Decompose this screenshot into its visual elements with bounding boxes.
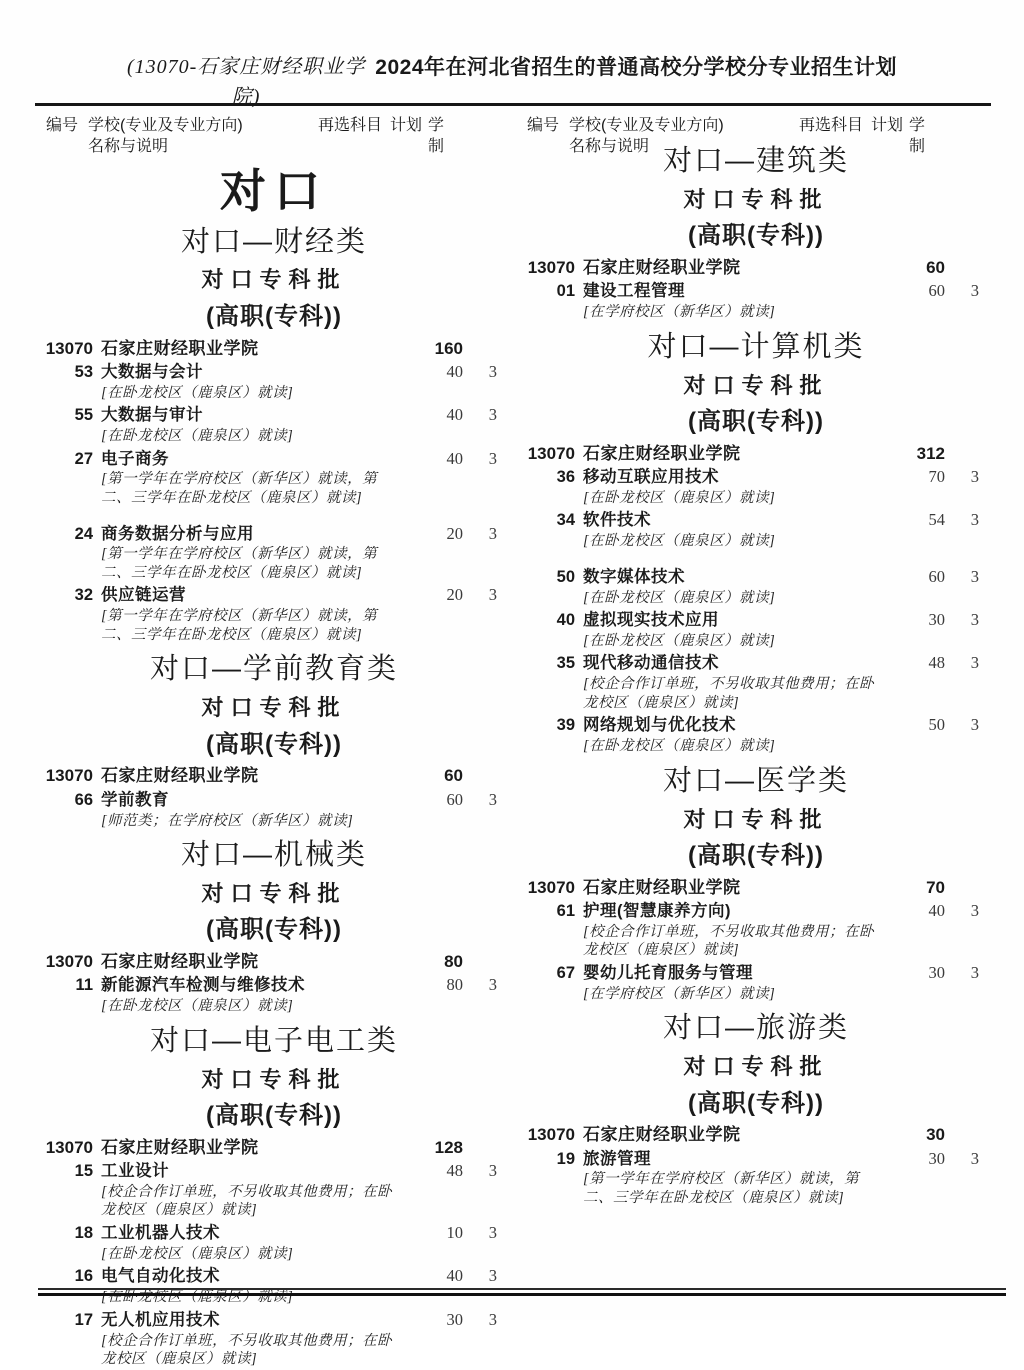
school-code: 13070 xyxy=(527,257,575,277)
major-years: 3 xyxy=(488,361,497,381)
major-list xyxy=(45,790,503,830)
major-years: 3 xyxy=(970,962,979,982)
admission-section xyxy=(527,330,985,756)
major-code: 15 xyxy=(74,1162,93,1181)
major-list xyxy=(527,901,985,1003)
school-name: 石家庄财经职业学院 xyxy=(583,877,741,897)
major-code: 39 xyxy=(556,716,575,735)
major-plan: 30 xyxy=(928,610,945,630)
major-note: [校企合作订单班，不另收取其他费用；在卧龙校区（鹿泉区）就读] xyxy=(101,1332,393,1368)
left-column xyxy=(45,166,503,1370)
section-level-title: (高职(专科)) xyxy=(206,916,342,944)
major-name: 供应链运营 xyxy=(101,586,186,605)
section-category-title: 对口—建筑类 xyxy=(662,145,849,177)
major-note: [在卧龙校区（鹿泉区）就读] xyxy=(101,998,294,1015)
section-level-title: (高职(专科)) xyxy=(688,1089,824,1117)
column-header-years-line1: 学 xyxy=(428,117,445,134)
major-note: [师范类；在学府校区（新华区）就读] xyxy=(101,812,354,829)
major-list xyxy=(45,362,503,644)
major-years: 3 xyxy=(970,281,979,301)
school-row xyxy=(527,444,985,464)
major-note: [在卧龙校区（鹿泉区）就读] xyxy=(101,1245,294,1262)
major-note: [在卧龙校区（鹿泉区）就读] xyxy=(101,384,294,401)
major-code: 19 xyxy=(556,1149,575,1168)
school-plan-total: 160 xyxy=(434,338,463,358)
page-title-school-line2: 院) xyxy=(231,86,261,108)
major-name: 新能源汽车检测与维修技术 xyxy=(101,976,305,995)
major-plan: 30 xyxy=(446,1309,463,1329)
section-batch-title: 对口专科批 xyxy=(201,1066,347,1092)
major-name: 商务数据分析与应用 xyxy=(101,524,254,543)
major-row xyxy=(45,405,503,426)
major-years: 3 xyxy=(970,610,979,630)
major-years: 3 xyxy=(488,585,497,605)
admission-section xyxy=(527,144,985,322)
school-plan-total: 60 xyxy=(926,257,945,277)
major-plan: 70 xyxy=(928,467,945,487)
admission-section xyxy=(45,838,503,1016)
major-code: 32 xyxy=(74,586,93,605)
section-category-title: 对口—电子电工类 xyxy=(149,1024,398,1057)
section-category-title: 对口—财经类 xyxy=(180,225,367,258)
major-plan: 40 xyxy=(446,361,463,381)
school-code: 13070 xyxy=(45,1137,93,1157)
major-row xyxy=(527,901,985,922)
major-years: 3 xyxy=(488,789,497,809)
page-title-main: 2024年在河北省招生的普通高校分学校分专业招生计划 xyxy=(375,56,898,79)
major-plan: 20 xyxy=(446,585,463,605)
major-years: 3 xyxy=(488,405,497,425)
major-plan: 80 xyxy=(446,975,463,995)
major-years: 3 xyxy=(970,901,979,921)
major-plan: 54 xyxy=(928,510,945,530)
school-plan-total: 312 xyxy=(916,443,945,463)
column-header-years xyxy=(428,116,444,158)
major-code: 67 xyxy=(556,963,575,982)
admission-section xyxy=(45,1024,503,1369)
column-header-code: 编号 xyxy=(527,117,560,134)
major-note: [在卧龙校区（鹿泉区）就读] xyxy=(583,489,776,506)
school-name: 石家庄财经职业学院 xyxy=(583,1125,741,1145)
major-code: 66 xyxy=(74,790,93,809)
major-name: 大数据与审计 xyxy=(101,406,203,425)
major-note: [校企合作订单班，不另收取其他费用；在卧龙校区（鹿泉区）就读] xyxy=(583,676,875,711)
column-header-years-line2: 制 xyxy=(909,137,926,155)
major-code: 16 xyxy=(74,1267,93,1286)
column-header-name-line2: 名称与说明 xyxy=(569,137,650,155)
major-row xyxy=(527,467,985,488)
major-row xyxy=(45,975,503,996)
major-row xyxy=(45,1161,503,1182)
major-row xyxy=(527,510,985,531)
major-note: [在卧龙校区（鹿泉区）就读] xyxy=(583,632,776,649)
major-row xyxy=(527,1149,985,1170)
major-plan: 48 xyxy=(928,653,945,673)
major-years: 3 xyxy=(488,1266,497,1286)
section-batch-title: 对口专科批 xyxy=(201,267,347,293)
major-note: [第一学年在学府校区（新华区）就读，第二、三学年在卧龙校区（鹿泉区）就读] xyxy=(101,546,378,581)
major-code: 18 xyxy=(74,1224,93,1243)
major-plan: 40 xyxy=(446,1266,463,1286)
major-list xyxy=(527,1149,985,1208)
major-years: 3 xyxy=(488,1309,497,1329)
section-category-title: 对口—学前教育类 xyxy=(149,653,398,686)
school-row xyxy=(45,952,503,972)
major-code: 17 xyxy=(74,1310,93,1329)
major-plan: 60 xyxy=(928,281,945,301)
major-row xyxy=(45,790,503,811)
major-note: [第一学年在学府校区（新华区）就读，第二、三学年在卧龙校区（鹿泉区）就读] xyxy=(101,471,378,506)
school-row xyxy=(527,878,985,898)
school-code: 13070 xyxy=(45,338,93,358)
major-row xyxy=(45,524,503,545)
major-code: 34 xyxy=(556,511,575,530)
major-note: [第一学年在学府校区（新华区）就读，第二、三学年在卧龙校区（鹿泉区）就读] xyxy=(101,608,378,643)
page-bottom-line xyxy=(38,1288,1006,1296)
school-code: 13070 xyxy=(45,952,93,972)
section-level-title: (高职(专科)) xyxy=(688,407,824,435)
major-code: 35 xyxy=(556,654,575,673)
section-level-title: (高职(专科)) xyxy=(206,1101,342,1129)
major-name: 工业机器人技术 xyxy=(101,1224,220,1243)
school-code: 13070 xyxy=(527,877,575,897)
column-header-reselect: 再选科目 xyxy=(799,117,864,134)
major-name: 建设工程管理 xyxy=(583,282,685,301)
school-name: 石家庄财经职业学院 xyxy=(101,952,259,972)
major-plan: 20 xyxy=(446,523,463,543)
major-code: 40 xyxy=(556,611,575,630)
major-years: 3 xyxy=(488,1223,497,1243)
major-row xyxy=(45,1310,503,1331)
major-row xyxy=(45,362,503,383)
section-batch-title: 对口专科批 xyxy=(201,880,347,906)
major-note: [校企合作订单班，不另收取其他费用；在卧龙校区（鹿泉区）就读] xyxy=(101,1183,393,1219)
major-row xyxy=(527,715,985,736)
section-category-title: 对口—机械类 xyxy=(180,839,367,872)
major-years: 3 xyxy=(488,448,497,468)
major-code: 55 xyxy=(74,406,93,425)
major-name: 虚拟现实技术应用 xyxy=(583,611,719,630)
school-code: 13070 xyxy=(527,1125,575,1145)
section-batch-title: 对口专科批 xyxy=(683,372,829,398)
major-name: 旅游管理 xyxy=(583,1149,651,1168)
school-row xyxy=(527,1125,985,1145)
section-batch-title: 对口专科批 xyxy=(683,806,829,832)
major-name: 学前教育 xyxy=(101,790,169,809)
major-code: 01 xyxy=(556,282,575,301)
section-category-title: 对口—医学类 xyxy=(662,764,849,797)
major-years: 3 xyxy=(970,467,979,487)
major-code: 53 xyxy=(74,362,93,381)
major-plan: 60 xyxy=(446,789,463,809)
column-header-name-line1: 学校(专业及专业方向) xyxy=(88,117,243,134)
section-batch-title: 对口专科批 xyxy=(201,695,347,721)
major-note: [第一学年在学府校区（新华区）就读，第二、三学年在卧龙校区（鹿泉区）就读] xyxy=(583,1171,860,1207)
major-plan: 60 xyxy=(928,566,945,586)
column-header-name xyxy=(88,116,243,158)
major-row xyxy=(527,281,985,302)
major-code: 61 xyxy=(556,902,575,921)
school-row xyxy=(45,339,503,359)
column-header-name-line2: 名称与说明 xyxy=(88,137,169,155)
major-code: 11 xyxy=(75,976,93,995)
school-plan-total: 30 xyxy=(926,1125,945,1145)
major-code: 50 xyxy=(556,567,575,586)
school-name: 石家庄财经职业学院 xyxy=(101,1137,259,1157)
major-plan: 50 xyxy=(928,715,945,735)
section-batch-title: 对口专科批 xyxy=(683,1054,829,1080)
major-name: 电子商务 xyxy=(101,449,169,468)
major-plan: 30 xyxy=(928,1148,945,1168)
column-header-plan: 计划 xyxy=(390,117,423,134)
school-plan-total: 70 xyxy=(926,877,945,897)
major-name: 现代移动通信技术 xyxy=(583,654,719,673)
major-name: 护理(智慧康养方向) xyxy=(583,902,731,921)
major-code: 36 xyxy=(556,468,575,487)
major-code: 24 xyxy=(74,524,93,543)
school-code: 13070 xyxy=(45,766,93,786)
school-name: 石家庄财经职业学院 xyxy=(101,766,259,786)
major-note: [在卧龙校区（鹿泉区）就读] xyxy=(583,738,776,755)
major-years: 3 xyxy=(970,510,979,530)
major-years: 3 xyxy=(970,566,979,586)
school-name: 石家庄财经职业学院 xyxy=(583,443,741,463)
column-header-years-line2: 制 xyxy=(428,137,445,155)
column-header-plan: 计划 xyxy=(871,117,904,134)
major-name: 移动互联应用技术 xyxy=(583,468,719,487)
major-name: 网络规划与优化技术 xyxy=(583,716,736,735)
major-row xyxy=(45,585,503,606)
school-row xyxy=(527,258,985,278)
major-list xyxy=(45,1161,503,1368)
category-group-heading: 对口 xyxy=(220,165,328,217)
major-list xyxy=(527,467,985,756)
major-row xyxy=(45,449,503,470)
major-note: [在学府校区（新华区）就读] xyxy=(583,304,776,321)
major-note: [在卧龙校区（鹿泉区）就读] xyxy=(101,428,294,445)
major-note: [校企合作订单班，不另收取其他费用；在卧龙校区（鹿泉区）就读] xyxy=(583,923,875,959)
school-name: 石家庄财经职业学院 xyxy=(583,257,741,277)
major-name: 电气自动化技术 xyxy=(101,1267,220,1286)
major-years: 3 xyxy=(488,975,497,995)
school-code: 13070 xyxy=(527,443,575,463)
major-row xyxy=(527,963,985,984)
major-years: 3 xyxy=(970,715,979,735)
column-header-years-line1: 学 xyxy=(909,117,926,134)
section-level-title: (高职(专科)) xyxy=(206,730,342,758)
section-category-title: 对口—计算机类 xyxy=(647,330,865,363)
major-plan: 40 xyxy=(446,448,463,468)
school-plan-total: 128 xyxy=(434,1137,463,1157)
major-plan: 30 xyxy=(928,962,945,982)
major-name: 软件技术 xyxy=(583,511,651,530)
major-note: [在卧龙校区（鹿泉区）就读] xyxy=(101,1289,294,1306)
major-plan: 10 xyxy=(446,1223,463,1243)
major-row xyxy=(45,1266,503,1287)
major-row xyxy=(527,653,985,674)
major-years: 3 xyxy=(970,1148,979,1168)
major-name: 大数据与会计 xyxy=(101,362,203,381)
major-years: 3 xyxy=(970,653,979,673)
table-header-left xyxy=(46,116,516,162)
major-plan: 40 xyxy=(928,901,945,921)
section-level-title: (高职(专科)) xyxy=(206,302,342,330)
school-plan-total: 80 xyxy=(444,952,463,972)
major-list xyxy=(527,281,985,321)
major-note: [在卧龙校区（鹿泉区）就读] xyxy=(583,589,776,606)
major-name: 工业设计 xyxy=(101,1162,169,1181)
major-row xyxy=(527,610,985,631)
school-row xyxy=(45,1138,503,1158)
major-note: [在卧龙校区（鹿泉区）就读] xyxy=(583,533,776,550)
section-level-title: (高职(专科)) xyxy=(688,222,824,250)
major-years: 3 xyxy=(488,1161,497,1181)
column-header-reselect: 再选科目 xyxy=(318,117,383,134)
major-name: 婴幼儿托育服务与管理 xyxy=(583,963,753,982)
column-header-name-line1: 学校(专业及专业方向) xyxy=(569,117,724,134)
column-header-code: 编号 xyxy=(46,117,79,134)
admission-section xyxy=(527,764,985,1004)
major-list xyxy=(45,975,503,1015)
major-plan: 40 xyxy=(446,405,463,425)
major-row xyxy=(527,567,985,588)
section-category-title: 对口—旅游类 xyxy=(662,1012,849,1045)
admission-section xyxy=(527,1011,985,1207)
school-row xyxy=(45,766,503,786)
major-name: 数字媒体技术 xyxy=(583,567,685,586)
section-level-title: (高职(专科)) xyxy=(688,841,824,869)
major-row xyxy=(45,1223,503,1244)
major-plan: 48 xyxy=(446,1161,463,1181)
page-title-school-line1: (13070-石家庄财经职业学 xyxy=(126,56,366,78)
admission-section xyxy=(45,652,503,830)
major-name: 无人机应用技术 xyxy=(101,1310,220,1329)
major-years: 3 xyxy=(488,523,497,543)
school-name: 石家庄财经职业学院 xyxy=(101,338,259,358)
major-code: 27 xyxy=(74,449,93,468)
school-plan-total: 60 xyxy=(444,766,463,786)
admission-section xyxy=(45,225,503,645)
section-batch-title: 对口专科批 xyxy=(683,186,829,212)
right-column xyxy=(527,136,985,1209)
major-note: [在学府校区（新华区）就读] xyxy=(583,985,776,1002)
header-divider-line xyxy=(35,103,991,106)
